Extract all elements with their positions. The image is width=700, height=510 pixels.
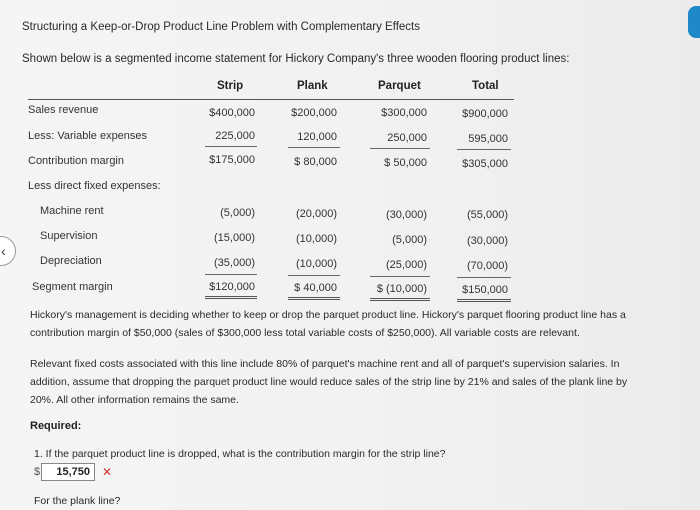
question-1: 1. If the parquet product line is dropped, what is the contribution margin for the strip line? bbox=[34, 448, 446, 460]
paragraph-2-line-2: addition, assume that dropping the parquet product line would reduce sales of the strip line by 21% and sales of the plank line by bbox=[30, 376, 628, 388]
currency-symbol: $ bbox=[34, 466, 41, 478]
cell-variable-plank: 120,000 bbox=[297, 131, 337, 143]
underline bbox=[457, 277, 511, 278]
cell-segment-total: $150,000 bbox=[462, 284, 508, 296]
cell-cm-parquet: $ 50,000 bbox=[384, 157, 427, 169]
col-header-strip: Strip bbox=[217, 80, 244, 92]
col-header-parquet: Parquet bbox=[378, 80, 421, 92]
row-label-machine-rent: Machine rent bbox=[40, 205, 104, 217]
paragraph-1-line-1: Hickory's management is deciding whether to keep or drop the parquet product line. Hickory's parquet flooring product line has a bbox=[30, 309, 626, 321]
cell-segment-plank: $ 40,000 bbox=[294, 282, 337, 294]
row-label-supervision: Supervision bbox=[40, 230, 98, 242]
cell-supervision-total: (30,000) bbox=[467, 235, 508, 247]
problem-title: Structuring a Keep-or-Drop Product Line Problem with Complementary Effects bbox=[22, 21, 420, 33]
intro-text: Shown below is a segmented income statement for Hickory Company's three wooden flooring product lines: bbox=[22, 53, 570, 65]
previous-nav-button[interactable] bbox=[0, 236, 16, 266]
double-underline bbox=[370, 298, 430, 301]
header-rule bbox=[28, 99, 514, 100]
cell-sales-parquet: $300,000 bbox=[381, 107, 427, 119]
question-2: For the plank line? bbox=[34, 495, 121, 507]
cell-variable-parquet: 250,000 bbox=[387, 132, 427, 144]
cell-depreciation-strip: (35,000) bbox=[214, 257, 255, 269]
cell-machine-total: (55,000) bbox=[467, 209, 508, 221]
paragraph-2 bbox=[30, 355, 660, 409]
cell-depreciation-plank: (10,000) bbox=[296, 258, 337, 270]
double-underline bbox=[205, 296, 257, 299]
cell-sales-strip: $400,000 bbox=[209, 107, 255, 119]
incorrect-x-icon: ✕ bbox=[102, 465, 113, 479]
underline bbox=[457, 149, 511, 150]
cell-supervision-strip: (15,000) bbox=[214, 232, 255, 244]
underline bbox=[205, 146, 257, 147]
underline bbox=[370, 148, 430, 149]
row-label-cm: Contribution margin bbox=[28, 155, 124, 167]
answer-input-strip-cm[interactable]: 15,750 bbox=[41, 463, 95, 481]
cell-cm-strip: $175,000 bbox=[209, 154, 255, 166]
cell-sales-total: $900,000 bbox=[462, 108, 508, 120]
cell-variable-total: 595,000 bbox=[468, 133, 508, 145]
underline bbox=[370, 276, 430, 277]
cell-variable-strip: 225,000 bbox=[215, 130, 255, 142]
col-header-total: Total bbox=[472, 80, 499, 92]
row-label-sales: Sales revenue bbox=[28, 104, 99, 116]
underline bbox=[205, 274, 257, 275]
cell-cm-plank: $ 80,000 bbox=[294, 156, 337, 168]
underline bbox=[288, 147, 340, 148]
cell-sales-plank: $200,000 bbox=[291, 107, 337, 119]
cell-machine-plank: (20,000) bbox=[296, 208, 337, 220]
corner-accent-tab bbox=[688, 6, 700, 38]
cell-segment-parquet: $ (10,000) bbox=[376, 283, 427, 295]
row-label-depreciation: Depreciation bbox=[40, 255, 102, 267]
required-heading: Required: bbox=[30, 420, 82, 432]
cell-supervision-plank: (10,000) bbox=[296, 233, 337, 245]
cell-segment-strip: $120,000 bbox=[209, 281, 255, 293]
double-underline bbox=[457, 299, 511, 302]
cell-supervision-parquet: (5,000) bbox=[392, 234, 427, 246]
double-underline bbox=[288, 297, 340, 300]
col-header-plank: Plank bbox=[297, 80, 328, 92]
chevron-left-icon: ‹ bbox=[1, 243, 6, 259]
row-label-variable: Less: Variable expenses bbox=[28, 130, 148, 142]
cell-depreciation-parquet: (25,000) bbox=[386, 259, 427, 271]
paragraph-2-line-3: 20%. All other information remains the same. bbox=[30, 394, 239, 406]
paragraph-1 bbox=[30, 306, 660, 342]
underline bbox=[288, 275, 340, 276]
cell-machine-strip: (5,000) bbox=[220, 207, 255, 219]
paragraph-2-line-1: Relevant fixed costs associated with this line include 80% of parquet's machine rent and all of parquet's supervision salaries. In bbox=[30, 358, 620, 370]
cell-cm-total: $305,000 bbox=[462, 158, 508, 170]
cell-depreciation-total: (70,000) bbox=[467, 260, 508, 272]
cell-machine-parquet: (30,000) bbox=[386, 209, 427, 221]
paragraph-1-line-2: contribution margin of $50,000 (sales of $300,000 less total variable costs of $250,000). All variable costs are relevant. bbox=[30, 327, 580, 339]
row-label-direct-fixed: Less direct fixed expenses: bbox=[28, 180, 161, 192]
row-label-segment: Segment margin bbox=[32, 281, 113, 293]
